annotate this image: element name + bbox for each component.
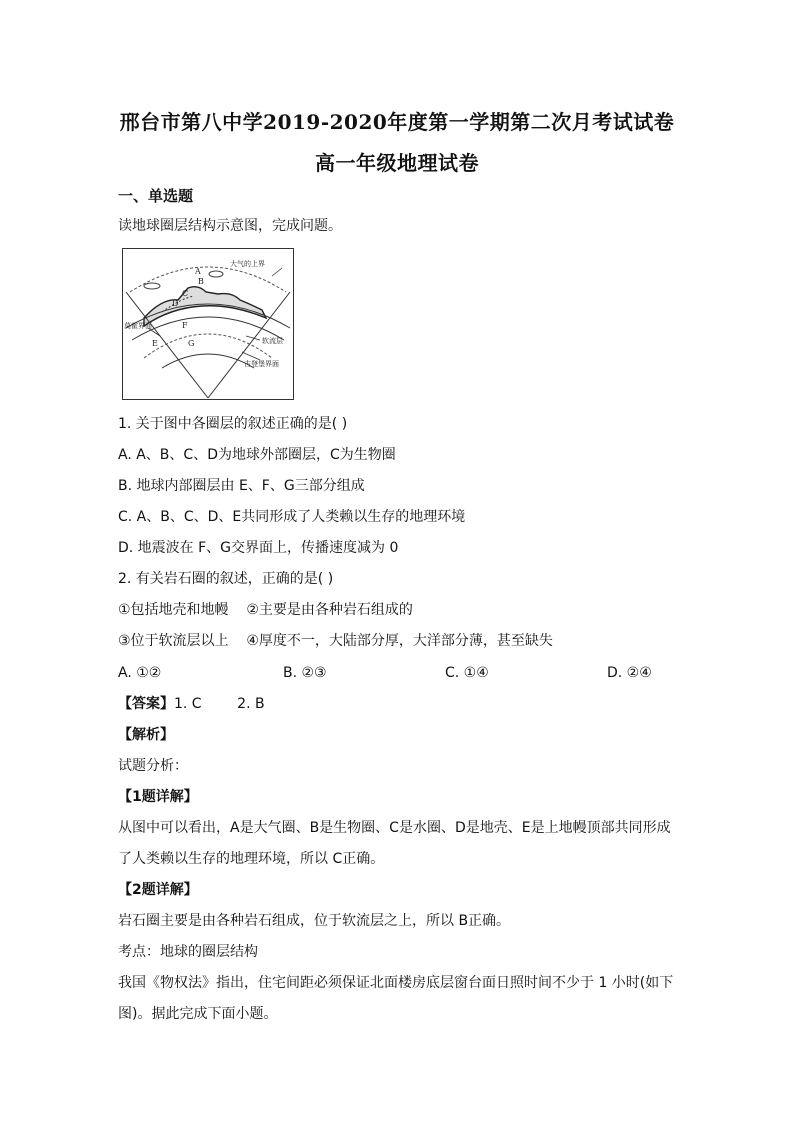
q1-detail-label: 【1题详解】 bbox=[118, 789, 198, 805]
answer-text: 1. C 2. B bbox=[174, 696, 265, 712]
label-f: F bbox=[182, 321, 188, 330]
q1-stem: 1. 关于图中各圈层的叙述正确的是( ) bbox=[118, 416, 348, 432]
next-intro-1: 我国《物权法》指出，住宅间距必须保证北面楼房底层窗台面日照时间不少于 1 小时(如下 bbox=[118, 975, 674, 991]
section-heading: 一、单选题 bbox=[118, 187, 194, 205]
q2-detail-label: 【2题详解】 bbox=[118, 882, 198, 898]
q2-choice-a: A. ①② bbox=[118, 665, 162, 681]
q2-choice-d: D. ②④ bbox=[607, 665, 652, 681]
label-gutenberg: 古登堡界面 bbox=[244, 360, 279, 368]
kaodian-line: 考点：地球的圈层结构 bbox=[118, 944, 258, 960]
page-title: 邢台市第八中学2019-2020年度第一学期第二次月考试试卷 bbox=[119, 110, 675, 134]
label-b: B bbox=[198, 277, 204, 286]
analysis-intro: 试题分析： bbox=[118, 758, 188, 774]
q2-choice-b: B. ②③ bbox=[283, 665, 327, 681]
earth-layer-diagram bbox=[122, 248, 294, 400]
analysis-label: 【解析】 bbox=[118, 727, 174, 743]
label-a: A bbox=[195, 267, 201, 276]
label-upper-atmosphere: 大气的上界 bbox=[230, 260, 265, 268]
answer-label: 【答案】 bbox=[118, 696, 174, 712]
q1-detail-text-2: 了人类赖以生存的地理环境，所以 C正确。 bbox=[118, 851, 385, 867]
label-g: G bbox=[188, 339, 195, 348]
q1-detail-text-1: 从图中可以看出，A是大气圈、B是生物圈、C是水圈、D是地壳、E是上地幔顶部共同形成 bbox=[118, 820, 671, 836]
label-asthenosphere: 软流层 bbox=[262, 337, 283, 345]
label-c: C bbox=[182, 289, 189, 298]
q2-statements-1: ①包括地壳和地幔 ②主要是由各种岩石组成的 bbox=[118, 602, 413, 618]
label-moho: 莫霍界面 bbox=[124, 322, 152, 330]
label-e: E bbox=[152, 339, 158, 348]
question-intro: 读地球圈层结构示意图，完成问题。 bbox=[118, 218, 342, 234]
label-d: D bbox=[172, 299, 179, 308]
q2-choice-c: C. ①④ bbox=[445, 665, 489, 681]
q2-statements-2: ③位于软流层以上 ④厚度不一，大陆部分厚，大洋部分薄，甚至缺失 bbox=[118, 633, 553, 649]
answer-line bbox=[118, 694, 265, 714]
q1-option-b: B. 地球内部圈层由 E、F、G三部分组成 bbox=[118, 478, 365, 494]
q1-option-c: C. A、B、C、D、E共同形成了人类赖以生存的地理环境 bbox=[118, 509, 466, 525]
q1-option-a: A. A、B、C、D为地球外部圈层，C为生物圈 bbox=[118, 447, 396, 463]
q1-option-d: D. 地震波在 F、G交界面上，传播速度减为 0 bbox=[118, 540, 399, 556]
q2-stem: 2. 有关岩石圈的叙述，正确的是( ) bbox=[118, 571, 334, 587]
page-subtitle: 高一年级地理试卷 bbox=[315, 151, 479, 175]
q2-detail-text: 岩石圈主要是由各种岩石组成，位于软流层之上，所以 B正确。 bbox=[118, 913, 511, 929]
next-intro-2: 图)。据此完成下面小题。 bbox=[118, 1006, 278, 1022]
